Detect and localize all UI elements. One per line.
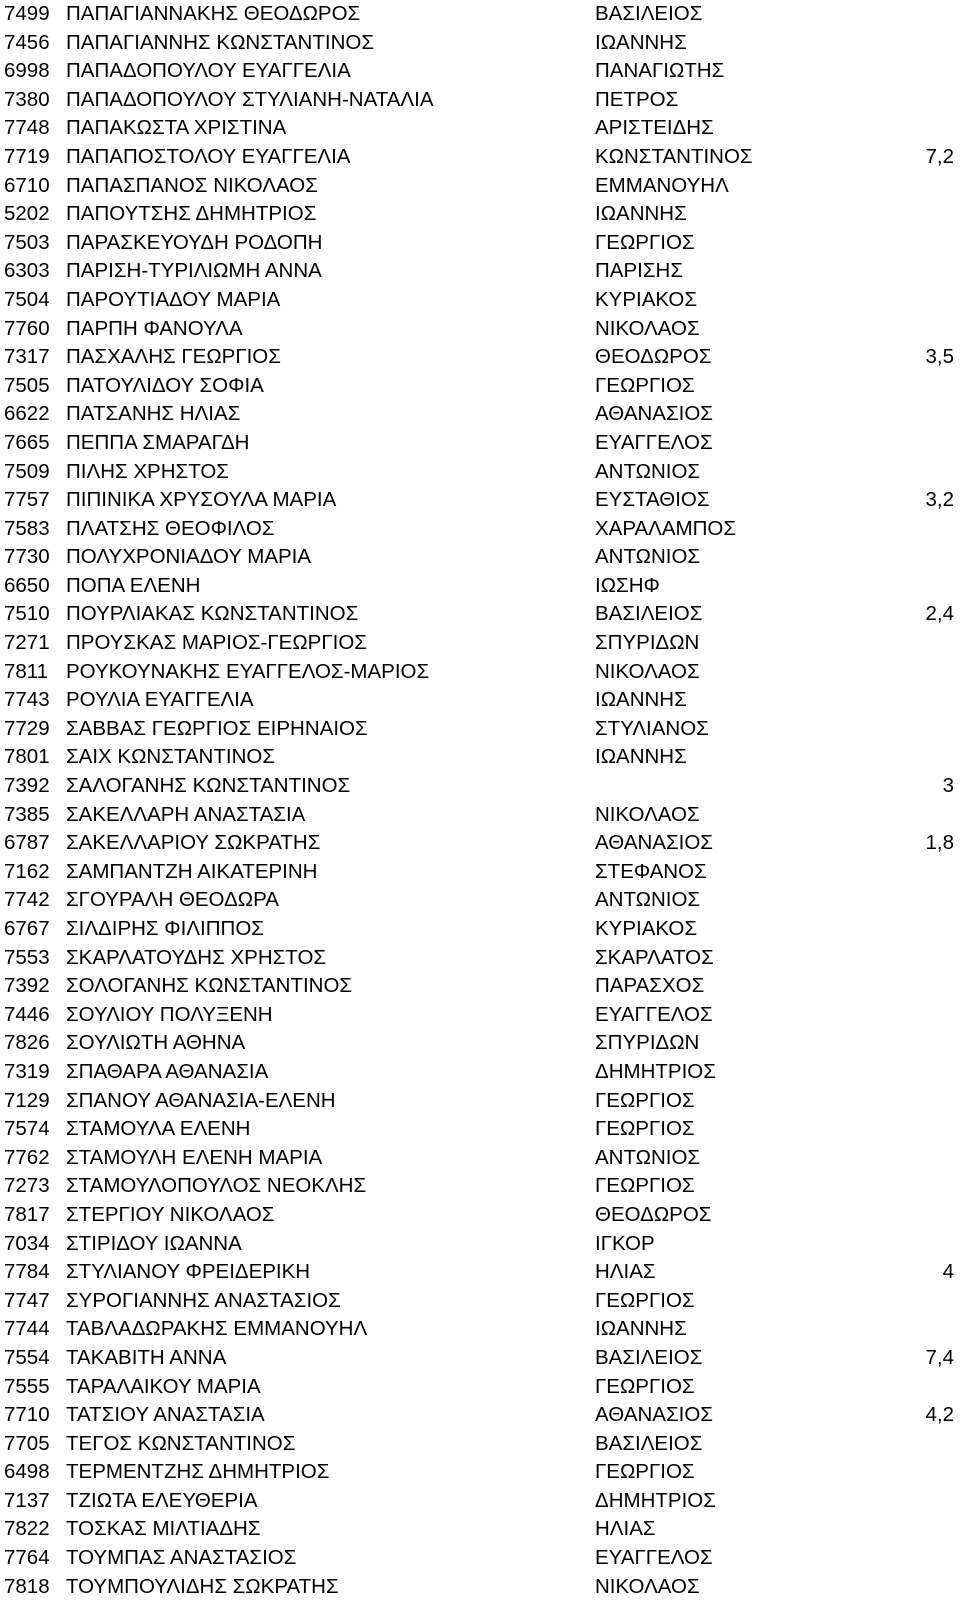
applicant-id: 7510 [4, 602, 50, 626]
applicant-id: 7744 [4, 1317, 50, 1341]
applicant-name: ΣΟΥΛΙΩΤΗ ΑΘΗΝΑ [66, 1031, 246, 1055]
applicant-id: 7162 [4, 859, 50, 883]
score-value: 4,2 [925, 1403, 954, 1427]
applicant-id: 7826 [4, 1031, 50, 1055]
list-item [0, 343, 960, 372]
list-item [0, 486, 960, 515]
applicant-name: ΠΑΤΣΑΝΗΣ ΗΛΙΑΣ [66, 402, 241, 426]
applicant-id: 7583 [4, 516, 50, 540]
applicant-name: ΠΟΥΡΛΙΑΚΑΣ ΚΩΝΣΤΑΝΤΙΝΟΣ [66, 602, 359, 626]
father-name: ΒΑΣΙΛΕΙΟΣ [595, 1345, 703, 1369]
list-item [0, 886, 960, 915]
applicant-name: ΣΙΛΔΙΡΗΣ ΦΙΛΙΠΠΟΣ [66, 917, 264, 940]
applicant-name: ΠΑΠΑΔΟΠΟΥΛΟΥ ΕΥΑΓΓΕΛΙΑ [66, 59, 351, 83]
score-value: 1,8 [925, 831, 954, 855]
list-item [0, 1001, 960, 1030]
father-name: ΚΥΡΙΑΚΟΣ [595, 287, 698, 311]
list-item [0, 743, 960, 772]
father-name: ΗΛΙΑΣ [595, 1260, 656, 1284]
list-item [0, 143, 960, 172]
applicant-name: ΠΕΠΠΑ ΣΜΑΡΑΓΔΗ [66, 430, 250, 454]
applicant-name: ΤΟΥΜΠΟΥΛΙΔΗΣ ΣΩΚΡΑΤΗΣ [66, 1574, 339, 1598]
applicant-id: 7456 [4, 30, 50, 54]
applicant-id: 7801 [4, 745, 50, 769]
father-name: ΕΥΑΓΓΕΛΟΣ [595, 430, 713, 454]
list-item [0, 1487, 960, 1516]
applicant-id: 7665 [4, 430, 50, 454]
list-item [0, 658, 960, 687]
applicant-id: 7392 [4, 774, 50, 798]
list-item [0, 972, 960, 1001]
applicant-name: ΠΙΛΗΣ ΧΡΗΣΤΟΣ [66, 459, 229, 483]
applicant-name: ΠΑΡΠΗ ΦΑΝΟΥΛΑ [66, 316, 243, 340]
father-name: ΑΘΑΝΑΣΙΟΣ [595, 402, 713, 426]
list-item [0, 229, 960, 258]
applicant-name: ΠΑΣΧΑΛΗΣ ΓΕΩΡΓΙΟΣ [66, 345, 281, 369]
applicant-id: 7446 [4, 1002, 50, 1026]
applicant-name: ΣΑΒΒΑΣ ΓΕΩΡΓΙΟΣ ΕΙΡΗΝΑΙΟΣ [66, 716, 368, 740]
list-item [0, 172, 960, 201]
applicant-id: 7822 [4, 1517, 50, 1541]
applicant-id: 7762 [4, 1145, 50, 1169]
list-item [0, 458, 960, 487]
list-item [0, 57, 960, 86]
list-item [0, 114, 960, 143]
list-item [0, 829, 960, 858]
list-item [0, 0, 960, 29]
applicant-name: ΠΑΡΙΣΗ-ΤΥΡΙΛΙΩΜΗ ΑΝΝΑ [66, 259, 322, 283]
score-value: 4 [942, 1260, 954, 1284]
applicant-id: 7509 [4, 459, 50, 483]
applicant-name: ΣΤΥΛΙΑΝΟΥ ΦΡΕΙΔΕΡΙΚΗ [66, 1260, 311, 1284]
list-item [0, 1172, 960, 1201]
father-name: ΑΡΙΣΤΕΙΔΗΣ [595, 116, 714, 140]
applicant-name: ΣΑΚΕΛΛΑΡΙΟΥ ΣΩΚΡΑΤΗΣ [66, 831, 321, 855]
list-item [0, 1401, 960, 1430]
list-item [0, 1029, 960, 1058]
father-name: ΝΙΚΟΛΑΟΣ [595, 659, 700, 683]
applicant-id: 7743 [4, 688, 50, 712]
applicant-name: ΣΠΑΝΟΥ ΑΘΑΝΑΣΙΑ-ΕΛΕΝΗ [66, 1088, 336, 1112]
applicant-id: 7784 [4, 1260, 50, 1284]
father-name: ΠΕΤΡΟΣ [595, 87, 679, 111]
applicant-id: 7380 [4, 87, 50, 111]
father-name: ΑΘΑΝΑΣΙΟΣ [595, 1403, 713, 1427]
father-name: ΕΜΜΑΝΟΥΗΛ [595, 173, 729, 197]
father-name: ΓΕΩΡΓΙΟΣ [595, 1088, 695, 1112]
applicant-name: ΡΟΥΚΟΥΝΑΚΗΣ ΕΥΑΓΓΕΛΟΣ-ΜΑΡΙΟΣ [66, 659, 430, 683]
applicant-id: 6767 [4, 917, 50, 940]
list-item [0, 1373, 960, 1402]
father-name: ΕΥΑΓΓΕΛΟΣ [595, 1546, 713, 1570]
father-name: ΒΑΣΙΛΕΙΟΣ [595, 2, 703, 25]
list-item [0, 1544, 960, 1573]
father-name: ΣΠΥΡΙΔΩΝ [595, 631, 700, 655]
applicant-name: ΠΑΠΑΣΠΑΝΟΣ ΝΙΚΟΛΑΟΣ [66, 173, 318, 197]
father-name: ΝΙΚΟΛΑΟΣ [595, 1574, 700, 1598]
score-value: 7,4 [925, 1345, 954, 1369]
list-item [0, 200, 960, 229]
score-value: 3,5 [925, 345, 954, 369]
applicant-name: ΣΑΙΧ ΚΩΝΣΤΑΝΤΙΝΟΣ [66, 745, 276, 769]
applicant-name: ΠΑΡΟΥΤΙΑΔΟΥ ΜΑΡΙΑ [66, 287, 281, 311]
applicant-id: 7817 [4, 1202, 50, 1226]
father-name: ΣΠΥΡΙΔΩΝ [595, 1031, 700, 1055]
father-name: ΗΛΙΑΣ [595, 1517, 656, 1541]
applicant-id: 7555 [4, 1374, 50, 1398]
applicant-id: 6303 [4, 259, 50, 283]
father-name: ΓΕΩΡΓΙΟΣ [595, 1288, 695, 1312]
list-item [0, 1230, 960, 1259]
applicant-id: 7730 [4, 545, 50, 569]
father-name: ΙΩΑΝΝΗΣ [595, 202, 687, 226]
applicant-id: 7137 [4, 1488, 50, 1512]
score-value: 3 [942, 774, 954, 798]
applicant-id: 6710 [4, 173, 50, 197]
applicant-name: ΣΠΑΘΑΡΑ ΑΘΑΝΑΣΙΑ [66, 1059, 269, 1083]
father-name: ΘΕΟΔΩΡΟΣ [595, 1202, 712, 1226]
applicant-name: ΠΑΤΟΥΛΙΔΟΥ ΣΟΦΙΑ [66, 373, 264, 397]
applicant-name: ΤΟΥΜΠΑΣ ΑΝΑΣΤΑΣΙΟΣ [66, 1546, 297, 1570]
applicant-id: 7499 [4, 2, 50, 25]
applicant-id: 6622 [4, 402, 50, 426]
father-name: ΓΕΩΡΓΙΟΣ [595, 1117, 695, 1141]
list-item [0, 1515, 960, 1544]
applicant-id: 7811 [4, 659, 49, 683]
father-name: ΝΙΚΟΛΑΟΣ [595, 802, 700, 826]
list-item [0, 29, 960, 58]
father-name: ΒΑΣΙΛΕΙΟΣ [595, 602, 703, 626]
list-item [0, 286, 960, 315]
applicant-id: 7553 [4, 945, 50, 969]
applicant-id: 7747 [4, 1288, 50, 1312]
list-item [0, 1458, 960, 1487]
applicant-name: ΣΤΑΜΟΥΛΑ ΕΛΕΝΗ [66, 1117, 251, 1141]
applicant-name: ΣΤΙΡΙΔΟΥ ΙΩΑΝΝΑ [66, 1231, 242, 1255]
applicant-id: 7505 [4, 373, 50, 397]
applicant-name: ΠΑΡΑΣΚΕΥΟΥΔΗ ΡΟΔΟΠΗ [66, 230, 323, 254]
list-item [0, 543, 960, 572]
father-name: ΓΕΩΡΓΙΟΣ [595, 1374, 695, 1398]
applicant-id: 6998 [4, 59, 50, 83]
applicant-name: ΠΑΠΑΓΙΑΝΝΗΣ ΚΩΝΣΤΑΝΤΙΝΟΣ [66, 30, 374, 54]
score-value: 2,4 [925, 602, 954, 626]
father-name: ΓΕΩΡΓΙΟΣ [595, 1460, 695, 1484]
applicant-name: ΠΛΑΤΣΗΣ ΘΕΟΦΙΛΟΣ [66, 516, 275, 540]
list-item [0, 86, 960, 115]
applicant-id: 7742 [4, 888, 50, 912]
father-name: ΙΩΣΗΦ [595, 573, 660, 597]
applicant-id: 7503 [4, 230, 50, 254]
list-item [0, 257, 960, 286]
applicant-id: 7818 [4, 1574, 50, 1598]
applicant-id: 7319 [4, 1059, 50, 1083]
applicant-id: 7729 [4, 716, 50, 740]
applicant-id: 7710 [4, 1403, 50, 1427]
father-name: ΠΑΡΑΣΧΟΣ [595, 974, 705, 998]
applicant-name: ΠΑΠΑΓΙΑΝΝΑΚΗΣ ΘΕΟΔΩΡΟΣ [66, 2, 361, 25]
list-item [0, 915, 960, 944]
applicant-id: 7034 [4, 1231, 50, 1255]
list-item [0, 1144, 960, 1173]
list-item [0, 372, 960, 401]
applicant-name: ΣΤΑΜΟΥΛΗ ΕΛΕΝΗ ΜΑΡΙΑ [66, 1145, 323, 1169]
father-name: ΘΕΟΔΩΡΟΣ [595, 345, 712, 369]
applicant-name: ΠΑΠΟΥΤΣΗΣ ΔΗΜΗΤΡΙΟΣ [66, 202, 317, 226]
list-item [0, 400, 960, 429]
applicant-name: ΣΓΟΥΡΑΛΗ ΘΕΟΔΩΡΑ [66, 888, 279, 912]
list-item [0, 858, 960, 887]
applicant-name: ΣΥΡΟΓΙΑΝΝΗΣ ΑΝΑΣΤΑΣΙΟΣ [66, 1288, 341, 1312]
list-item [0, 1258, 960, 1287]
applicant-id: 7757 [4, 488, 50, 512]
father-name: ΙΩΑΝΝΗΣ [595, 745, 687, 769]
applicant-id: 6650 [4, 573, 50, 597]
applicant-id: 5202 [4, 202, 50, 226]
list-item [0, 1058, 960, 1087]
applicant-name: ΠΟΠΑ ΕΛΕΝΗ [66, 573, 201, 597]
list-item [0, 686, 960, 715]
applicant-name: ΤΟΣΚΑΣ ΜΙΛΤΙΑΔΗΣ [66, 1517, 261, 1541]
father-name: ΑΝΤΩΝΙΟΣ [595, 1145, 701, 1169]
applicant-id: 7129 [4, 1088, 50, 1112]
father-name: ΑΝΤΩΝΙΟΣ [595, 545, 701, 569]
list-item [0, 1430, 960, 1459]
applicant-name: ΣΟΥΛΙΟΥ ΠΟΛΥΞΕΝΗ [66, 1002, 273, 1026]
applicant-name: ΤΕΡΜΕΝΤΖΗΣ ΔΗΜΗΤΡΙΟΣ [66, 1460, 330, 1484]
applicant-id: 7504 [4, 287, 50, 311]
list-item [0, 1315, 960, 1344]
list-item [0, 1344, 960, 1373]
list-item [0, 801, 960, 830]
father-name: ΙΩΑΝΝΗΣ [595, 1317, 687, 1341]
list-item [0, 1287, 960, 1316]
applicant-id: 7554 [4, 1345, 50, 1369]
father-name: ΕΥΣΤΑΘΙΟΣ [595, 488, 710, 512]
list-item [0, 715, 960, 744]
list-item [0, 1087, 960, 1116]
applicant-id: 7574 [4, 1117, 50, 1141]
list-item [0, 600, 960, 629]
applicant-id: 7385 [4, 802, 50, 826]
father-name: ΙΩΑΝΝΗΣ [595, 30, 687, 54]
father-name: ΔΗΜΗΤΡΙΟΣ [595, 1488, 716, 1512]
applicant-name: ΠΟΛΥΧΡΟΝΙΑΔΟΥ ΜΑΡΙΑ [66, 545, 312, 569]
applicant-name: ΠΑΠΑΠΟΣΤΟΛΟΥ ΕΥΑΓΓΕΛΙΑ [66, 144, 351, 168]
applicant-name: ΠΡΟΥΣΚΑΣ ΜΑΡΙΟΣ-ΓΕΩΡΓΙΟΣ [66, 631, 367, 655]
applicant-name: ΤΑΒΛΑΔΩΡΑΚΗΣ ΕΜΜΑΝΟΥΗΛ [66, 1317, 368, 1341]
father-name: ΑΘΑΝΑΣΙΟΣ [595, 831, 713, 855]
applicant-id: 7719 [4, 144, 50, 168]
father-name: ΓΕΩΡΓΙΟΣ [595, 1174, 695, 1198]
applicant-name: ΣΑΚΕΛΛΑΡΗ ΑΝΑΣΤΑΣΙΑ [66, 802, 306, 826]
father-name: ΙΩΑΝΝΗΣ [595, 688, 687, 712]
applicant-id: 7748 [4, 116, 50, 140]
father-name: ΝΙΚΟΛΑΟΣ [595, 316, 700, 340]
applicant-name: ΤΑΚΑΒΙΤΗ ΑΝΝΑ [66, 1345, 227, 1369]
applicant-id: 6787 [4, 831, 50, 855]
father-name: ΚΥΡΙΑΚΟΣ [595, 917, 698, 940]
applicant-name: ΠΑΠΑΚΩΣΤΑ ΧΡΙΣΤΙΝΑ [66, 116, 287, 140]
applicant-id: 7273 [4, 1174, 50, 1198]
applicant-name: ΣΚΑΡΛΑΤΟΥΔΗΣ ΧΡΗΣΤΟΣ [66, 945, 327, 969]
list-item [0, 944, 960, 973]
father-name: ΑΝΤΩΝΙΟΣ [595, 459, 701, 483]
father-name: ΓΕΩΡΓΙΟΣ [595, 230, 695, 254]
score-value: 7,2 [925, 144, 954, 168]
applicant-name: ΤΑΤΣΙΟΥ ΑΝΑΣΤΑΣΙΑ [66, 1403, 265, 1427]
applicant-id: 6498 [4, 1460, 50, 1484]
applicant-name: ΣΤΑΜΟΥΛΟΠΟΥΛΟΣ ΝΕΟΚΛΗΣ [66, 1174, 367, 1198]
applicant-name: ΤΖΙΩΤΑ ΕΛΕΥΘΕΡΙΑ [66, 1488, 258, 1512]
applicant-name: ΤΕΓΟΣ ΚΩΝΣΤΑΝΤΙΝΟΣ [66, 1431, 296, 1455]
father-name: ΒΑΣΙΛΕΙΟΣ [595, 1431, 703, 1455]
applicant-id: 7705 [4, 1431, 50, 1455]
father-name: ΚΩΝΣΤΑΝΤΙΝΟΣ [595, 144, 753, 168]
applicant-id: 7764 [4, 1546, 50, 1570]
father-name: ΣΤΕΦΑΝΟΣ [595, 859, 707, 883]
applicant-name: ΠΑΠΑΔΟΠΟΥΛΟΥ ΣΤΥΛΙΑΝΗ-ΝΑΤΑΛΙΑ [66, 87, 434, 111]
list-item [0, 1115, 960, 1144]
applicant-name: ΣΑΜΠΑΝΤΖΗ ΑΙΚΑΤΕΡΙΝΗ [66, 859, 318, 883]
list-item [0, 515, 960, 544]
father-name: ΕΥΑΓΓΕΛΟΣ [595, 1002, 713, 1026]
applicant-name: ΡΟΥΛΙΑ ΕΥΑΓΓΕΛΙΑ [66, 688, 254, 712]
list-item [0, 429, 960, 458]
father-name: ΓΕΩΡΓΙΟΣ [595, 373, 695, 397]
applicant-id: 7317 [4, 345, 50, 369]
list-item [0, 772, 960, 801]
father-name: ΠΑΝΑΓΙΩΤΗΣ [595, 59, 725, 83]
applicant-name: ΣΟΛΟΓΑΝΗΣ ΚΩΝΣΤΑΝΤΙΝΟΣ [66, 974, 353, 998]
list-item [0, 629, 960, 658]
list-item [0, 315, 960, 344]
applicant-id: 7760 [4, 316, 50, 340]
father-name: ΔΗΜΗΤΡΙΟΣ [595, 1059, 716, 1083]
list-item [0, 1573, 960, 1602]
father-name: ΙΓΚΟΡ [595, 1231, 655, 1255]
list-item [0, 1201, 960, 1230]
father-name: ΣΤΥΛΙΑΝΟΣ [595, 716, 709, 740]
applicant-name: ΣΑΛΟΓΑΝΗΣ ΚΩΝΣΤΑΝΤΙΝΟΣ [66, 774, 351, 798]
list-item [0, 572, 960, 601]
applicant-id: 7271 [4, 631, 50, 655]
applicant-name: ΤΑΡΑΛΑΙΚΟΥ ΜΑΡΙΑ [66, 1374, 261, 1398]
father-name: ΑΝΤΩΝΙΟΣ [595, 888, 701, 912]
father-name: ΣΚΑΡΛΑΤΟΣ [595, 945, 714, 969]
applicant-id: 7392 [4, 974, 50, 998]
father-name: ΠΑΡΙΣΗΣ [595, 259, 683, 283]
father-name: ΧΑΡΑΛΑΜΠΟΣ [595, 516, 737, 540]
applicant-name: ΠΙΠΙΝΙΚΑ ΧΡΥΣΟΥΛΑ ΜΑΡΙΑ [66, 488, 337, 512]
applicant-name: ΣΤΕΡΓΙΟΥ ΝΙΚΟΛΑΟΣ [66, 1202, 275, 1226]
score-value: 3,2 [925, 488, 954, 512]
